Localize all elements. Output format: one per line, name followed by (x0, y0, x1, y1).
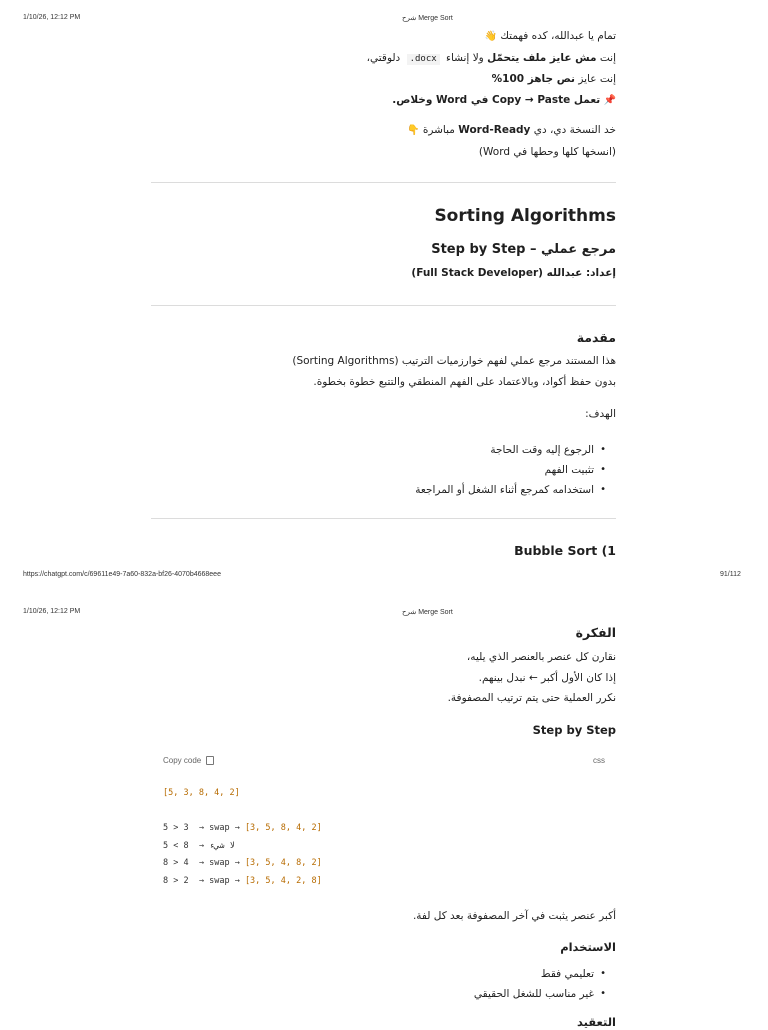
code-line (163, 858, 322, 868)
intro-line-2-c: ولا إنشاء (442, 52, 488, 64)
bubble-sort-note: أكبر عنصر يثبت في آخر المصفوفة بعد كل لفة. (412, 910, 616, 922)
code-cmp: 5 > 3 (163, 823, 189, 833)
code-arrow: → (198, 858, 204, 868)
intro-line-2-a: إنت (596, 52, 616, 64)
goal-label: الهدف: (585, 408, 616, 420)
code-result: [3, 5, 4, 8, 2] (244, 858, 322, 868)
divider (151, 518, 616, 519)
list-item: • استخدامه كمرجع أثناء الشغل أو المراجعة (415, 480, 616, 500)
usage-list (474, 964, 616, 1004)
intro-line-2-bold: مش عايز ملف يتحمّل (487, 52, 597, 64)
intro-line-3 (492, 73, 616, 86)
code-result: [3, 5, 4, 2, 8] (244, 876, 322, 886)
idea-line-3: نكرر العملية حتى يتم ترتيب المصفوفة. (447, 692, 616, 704)
intro-line-6: (انسخها كلها وحطها في Word) (478, 146, 616, 158)
intro-line-2 (367, 52, 616, 65)
print-footer-url: https://chatgpt.com/c/69611e49-7a60-832a-bf26-4070b4668eee (23, 571, 221, 578)
list-item: • الرجوع إليه وقت الحاجة (415, 440, 616, 460)
intro-line-1 (485, 30, 616, 43)
document-subtitle: مرجع عملي – Step by Step (431, 242, 616, 257)
copy-code-label: Copy code (163, 756, 202, 765)
code-cmp: 8 > 2 (163, 876, 189, 886)
code-action: swap → (209, 823, 240, 833)
code-arrow: → (198, 823, 204, 833)
intro-line-5-c: مباشرة (422, 124, 459, 136)
intro-line-2-d: دلوقتي، (366, 52, 404, 64)
list-item: • تعليمي فقط (474, 964, 616, 984)
code-line (163, 823, 322, 833)
code-line (163, 841, 235, 851)
print-header-title: شرح Merge Sort (402, 609, 453, 616)
document-author: إعداد: عبدالله (Full Stack Developer) (411, 267, 616, 279)
code-cmp: 5 < 8 (163, 841, 189, 851)
pointing-down-icon: 👇 (407, 125, 420, 136)
idea-line-1: نقارن كل عنصر بالعنصر الذي يليه، (466, 651, 616, 663)
intro-paragraph-line-2: بدون حفظ أكواد، وبالاعتماد على الفهم المنطقي والتتبع خطوة بخطوة. (313, 376, 616, 388)
document-title: Sorting Algorithms (434, 206, 616, 226)
section-heading-complexity: التعقيد (576, 1015, 616, 1029)
divider (151, 182, 616, 183)
code-array: [5, 3, 8, 4, 2] (163, 788, 240, 798)
intro-line-4 (392, 94, 616, 107)
code-cmp: 8 > 4 (163, 858, 189, 868)
intro-paragraph-line-1: هذا المستند مرجع عملي لفهم خوارزميات الترتيب (Sorting Algorithms) (292, 355, 616, 367)
intro-line-5 (407, 124, 616, 137)
print-header-datetime: 1/10/26, 12:12 PM (23, 14, 81, 21)
waving-hand-icon: 👋 (484, 31, 497, 42)
code-arrow: → (198, 876, 204, 886)
code-language-label: css (593, 756, 605, 765)
code-line (163, 876, 322, 886)
code-action: لا شيء (209, 841, 235, 851)
copy-code-button[interactable] (163, 756, 214, 765)
idea-line-2: إذا كان الأول أكبر ← نبدل بينهم. (478, 672, 616, 684)
code-result: [3, 5, 8, 4, 2] (244, 823, 322, 833)
section-heading-idea: الفكرة (575, 625, 616, 640)
section-heading-usage: الاستخدام (560, 940, 616, 954)
code-action: swap → (209, 858, 240, 868)
section-heading-bubble-sort: Bubble Sort (1 (514, 543, 616, 558)
intro-line-5-a: خد النسخة دي، دي (530, 124, 616, 136)
intro-line-4-text: تعمل Copy → Paste في Word وخلاص. (392, 94, 601, 106)
goals-list (415, 440, 616, 500)
code-arrow: → (198, 841, 204, 851)
print-header-title: شرح Merge Sort (402, 15, 453, 22)
intro-line-3-a: إنت عايز (574, 73, 616, 85)
copy-icon (206, 756, 214, 765)
list-item: • تثبيت الفهم (415, 460, 616, 480)
list-item: • غير مناسب للشغل الحقيقي (474, 984, 616, 1004)
print-footer-page-number: 91/112 (720, 571, 741, 578)
section-heading-step-by-step: Step by Step (532, 723, 616, 737)
print-header-datetime: 1/10/26, 12:12 PM (23, 608, 81, 615)
intro-line-3-bold: نص جاهز 100% (491, 73, 575, 85)
section-heading-intro: مقدمة (576, 330, 616, 345)
intro-line-5-bold: Word-Ready (458, 124, 531, 136)
intro-line-1-text: تمام يا عبدالله، كده فهمتك (500, 30, 616, 42)
divider (151, 305, 616, 306)
code-action: swap → (209, 876, 240, 886)
pushpin-icon: 📌 (603, 95, 616, 106)
inline-code-docx: .docx (407, 54, 440, 65)
